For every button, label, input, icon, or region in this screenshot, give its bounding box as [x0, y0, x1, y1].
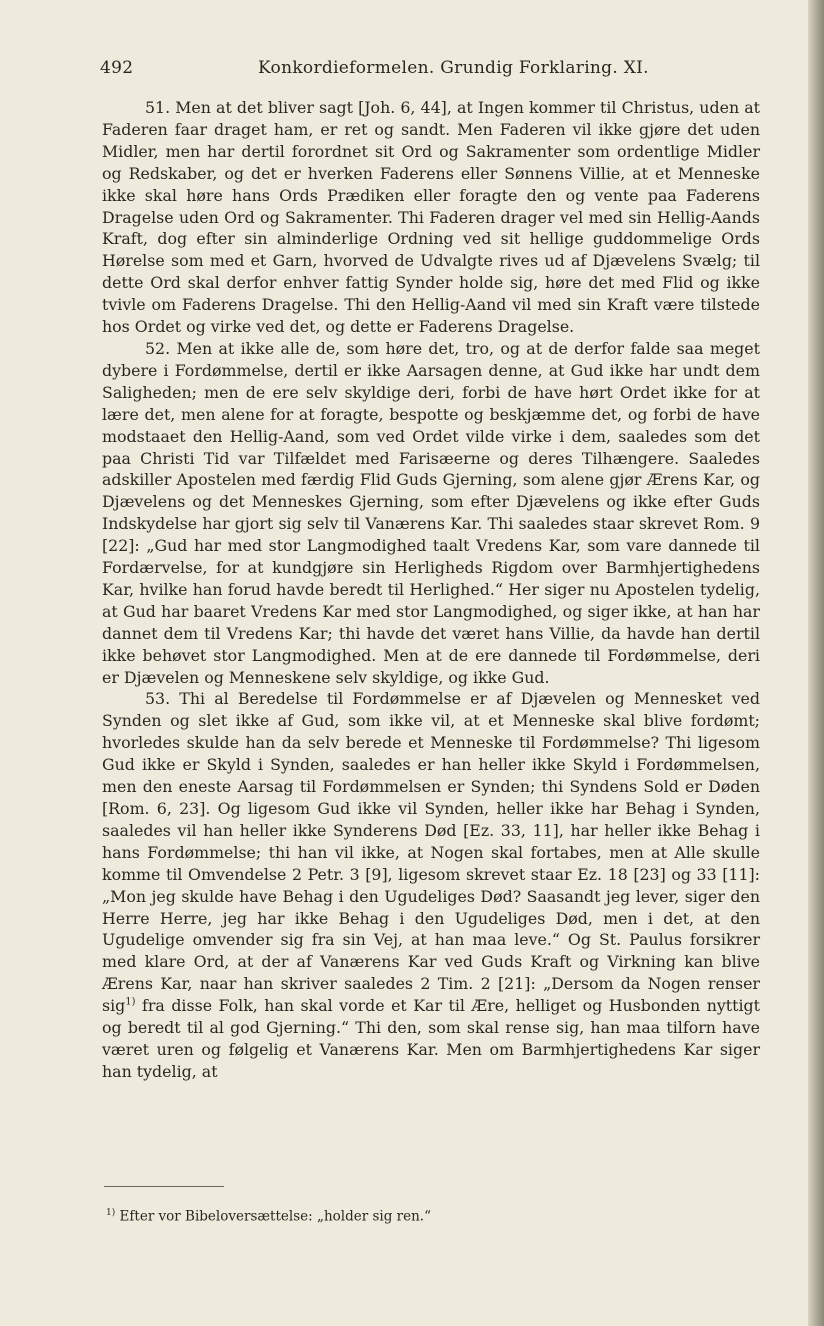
paragraph-text-continued: fra disse Folk, han skal vorde et Kar til Ære, helliget og Husbonden nyttigt og beredt til al god Gjerning.“ Thi den, som skal rense sig, han maa tilforn have været uren og følgelig et Vanærens Kar. Men om Barmhjertighedens Kar siger han tydelig, at [102, 996, 760, 1081]
page-number: 492 [100, 58, 134, 78]
paragraph-number: 51. [145, 98, 171, 117]
footnote-marker: 1) [106, 1208, 116, 1218]
paragraph-text: Thi al Beredelse til Fordømmelse er af Djævelen og Mennesket ved Synden og slet ikke af Gud, som ikke vil, at et Menneske skal blive fordømt; hvorledes skulde han da selv berede et Menneske til Fordømmelse? Thi ligesom Gud ikke er Skyld i Synden, saaledes er han heller ikke Skyld i Fordømmelsen, men den eneste Aarsag til Fordømmelsen er Synden; thi Syndens Sold er Døden [Rom. 6, 23]. Og ligesom Gud ikke vil Synden, heller ikke har Behag i Synden, saaledes vil han heller ikke Synderens Død [Ez. 33, 11], har heller ikke Behag i hans Fordømmelse; thi han vil ikke, at Nogen skal fortabes, men at Alle skulle komme til Omvendelse 2 Petr. 3 [9], ligesom skrevet staar Ez. 18 [23] og 33 [11]: „Mon jeg skulde have Behag i den Ugudeliges Død? Saasandt jeg lever, siger den Herre Herre, jeg har ikke Behag i den Ugudeliges Død, men i det, at den Ugudelige omvender sig fra sin Vej, at han maa leve.“ Og St. Paulus forsikrer med klare Ord, at der af Vanærens Kar ved Guds Kraft og Virkning kan blive Ærens Kar, naar han skriver saaledes 2 Tim. 2 [21]: „Dersom da Nogen renser sig [102, 689, 760, 1016]
page-header [100, 58, 758, 84]
footnote-divider [104, 1186, 224, 1187]
running-title: Konkordieformelen. Grundig Forklaring. XI. [258, 58, 649, 78]
paragraph-number: 53. [145, 689, 171, 709]
footnote-reference: 1) [125, 996, 136, 1008]
page-edge [808, 0, 824, 1326]
footnote-text: Efter vor Bibeloversættelse: „holder sig ren.“ [119, 1208, 431, 1225]
paragraph-text: Men at det bliver sagt [Joh. 6, 44], at Ingen kommer til Christus, uden at Faderen faar draget ham, er ret og sandt. Men Faderen vil ikke gjøre det uden Midler, men har dertil forordnet sit Ord og Sakramenter som ordentlige Midler og Redskaber, og det er hverken Faderens eller Sønnens Villie, at et Menneske ikke skal høre hans Ords Prædiken eller foragte den og vente paa Faderens Dragelse uden Ord og Sakramenter. Thi Faderen drager vel med sin Hellig-Aands Kraft, dog efter sin alminderlige Ordning ved sit hellige guddommelige Ords Hørelse som med et Garn, hvorved de Udvalgte rives ud af Djævelens Svælg; til dette Ord skal derfor enhver fattig Synder holde sig, høre det med Flid og ikke tvivle om Faderens Dragelse. Thi den Hellig-Aand vil med sin Kraft være tilstede hos Ordet og virke ved det, og dette er Faderens Dragelse. [102, 98, 760, 337]
paragraph-53 [102, 688, 760, 1082]
paragraph-number: 52. [145, 338, 171, 358]
page-body [102, 97, 760, 1083]
paragraph-52 [102, 338, 760, 689]
paragraph-51 [102, 97, 760, 338]
paragraph-text: Men at ikke alle de, som høre det, tro, og at de derfor falde saa meget dybere i Fordømmelse, dertil er ikke Aarsagen denne, at Gud ikke har undt dem Saligheden; men de ere selv skyldige deri, forbi de have hørt Ordet ikke for at lære det, men alene for at foragte, bespotte og beskjæmme det, og forbi de have modstaaet den Hellig-Aand, som ved Ordet vilde virke i dem, saaledes som det paa Christi Tid var Tilfældet med Farisæerne og deres Tilhængere. Saaledes adskiller Apostelen med færdig Flid Guds Gjerning, som alene gjør Ærens Kar, og Djævelens og det Menneskes Gjerning, som efter Djævelens og ikke efter Guds Indskydelse har gjort sig selv til Vanærens Kar. Thi saaledes staar skrevet Rom. 9 [22]: „Gud har med stor Langmodighed taalt Vredens Kar, som vare dannede til Fordærvelse, for at kundgjøre sin Herligheds Rigdom over Barmhjertighedens Kar, hvilke han forud havde beredt til Herlighed.“ Her siger nu Apostelen tydelig, at Gud har baaret Vredens Kar med stor Langmodighed, og siger ikke, at han har dannet dem til Vredens Kar; thi havde det været hans Villie, da havde han dertil ikke behøvet stor Langmodighed. Men at de ere dannede til Fordømmelse, deri er Djævelen og Menneskene selv skyldige, og ikke Gud. [102, 338, 760, 687]
footnote [106, 1204, 706, 1226]
